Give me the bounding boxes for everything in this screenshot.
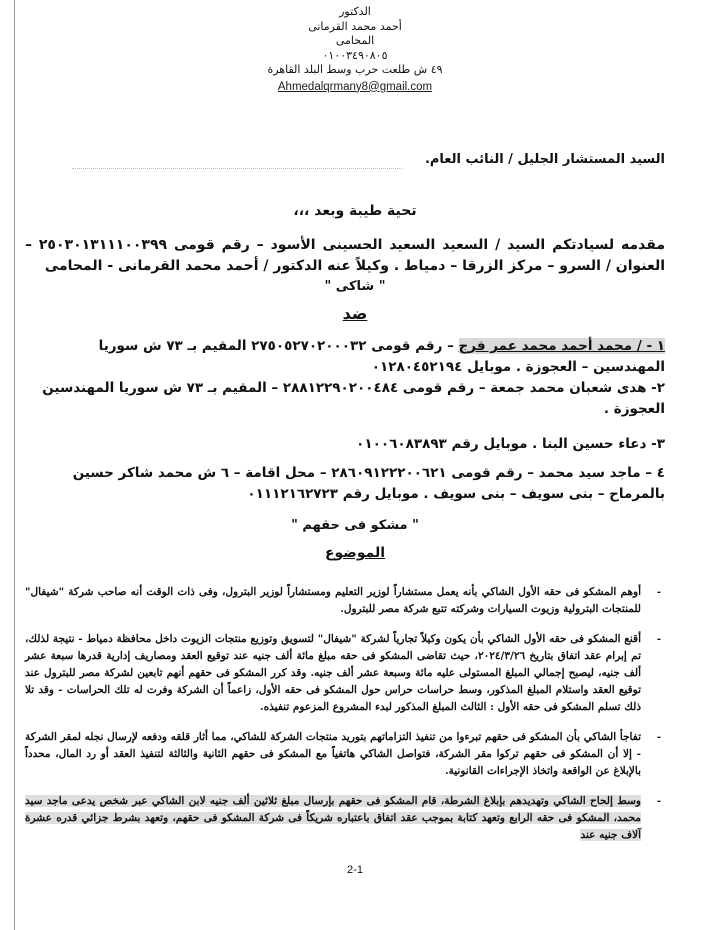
defendant-1-name: محمد أحمد محمد عمر فرج bbox=[458, 338, 633, 354]
fact-text: تفاجأ الشاكي بأن المشكو فى حقهم تبرءوا من تنفيذ التزاماتهم بتوريد منتجات الشركة للشاكي، مما أثار قلقه ودفعه لإرسال نجله لمقر الشركة - إلا أن المشكو فى حقهم تركوا مقر الشركة، فتواصل الشاكي هاتفياً مع المشكو فى حقهم الثانية والثالثة لتنفيذ العقد أو رد المال، محدداً بالإبلاغ عن الواقعة واتخاذ الإجراءات القانونية. bbox=[25, 731, 641, 777]
against-heading: ضد bbox=[342, 304, 368, 323]
fact-item bbox=[25, 584, 665, 618]
lawyer-address: ٤٩ ش طلعت حرب وسط البلد القاهرة bbox=[267, 63, 443, 76]
page-number: 2-1 bbox=[347, 864, 363, 876]
bullet-marker: - bbox=[656, 587, 661, 598]
complainant-intro: مقدمه لسيادتكم السيد / السعيد السعيد الحسينى الأسود – رقم قومى ٢٥٠٣٠١٣١١١٠٠٣٩٩ – العنوان / السرو – مركز الزرقا – دمياط . وكيلاً عنه الدكتور / أحمد محمد القرمانى - المحامى bbox=[25, 237, 665, 274]
bullet-marker: - bbox=[656, 634, 661, 645]
addressee: السيد المستشار الجليل / النائب العام. bbox=[424, 152, 665, 167]
defendant-4: ٤ – ماجد سيد محمد – رقم قومى ٢٨٦٠٩١٢٢٢٠٠٦٢١ – محل اقامة – ٦ ش محمد شاكر حسين بالمرماح – بنى سويف – بنى سويف . موبايل رقم ٠١١١٢١٦٢٧٢٣ bbox=[72, 465, 665, 502]
defendant-1 bbox=[25, 336, 665, 378]
lawyer-name: أحمد محمد القرمانى bbox=[308, 19, 402, 33]
defendant-3: ٣- دعاء حسين البنا . موبايل رقم ٠١٠٠٦٠٨٣٨٩٣ bbox=[356, 436, 665, 452]
lawyer-profession: المحامى bbox=[335, 34, 375, 47]
fact-item bbox=[25, 793, 665, 844]
defendant-1-highlight bbox=[459, 338, 665, 354]
fact-item bbox=[25, 631, 665, 716]
page-edge-line bbox=[14, 0, 15, 930]
dotted-rule bbox=[72, 168, 402, 169]
fact-text: وسط إلحاح الشاكي وتهديدهم بإبلاغ الشرطة، قام المشكو فى حقهم بإرسال مبلغ ثلاثين ألف جنيه لابن الشاكي عبر شخص يدعى ماجد سيد محمد، المشكو فى حقه الرابع وتعهد كتابة بموجب عقد اتفاق باعتباره شريكاً فى شركة المشكو فى حقهم، وتعهد بشرط جزائي قدره عشرة آلاف جنيه عند bbox=[25, 795, 641, 841]
letterhead bbox=[250, 5, 460, 94]
letterhead-title: الدكتور bbox=[339, 5, 371, 18]
defendant-1-details: – رقم قومى ٢٧٥٠٥٢٧٠٢٠٠٠٣٢ المقيم بـ ٧٣ ش سوريا المهندسين – العجوزة . موبايل ٠١٢٨٠٤٥٢١٩٤ bbox=[98, 338, 665, 375]
facts-list bbox=[25, 584, 665, 844]
fact-text: أوهم المشكو فى حقه الأول الشاكي بأنه يعمل مستشاراً لوزير التعليم ومستشاراً لوزير البترول، وفى ذات الوقت أنه صاحب شركة "شيفال" للمنتجات البترولية وزيوت السيارات وشركته تتبع شركة مصر للبترول. bbox=[25, 586, 641, 615]
complainant-label: " شاكى " bbox=[324, 279, 386, 294]
defendant-2: ٢- هدى شعبان محمد جمعة – رقم قومى ٢٨٨١٢٢٩٠٢٠٠٤٨٤ – المقيم بـ ٧٣ ش سوريا المهندسين العجوزة . bbox=[42, 380, 665, 417]
lawyer-phone: ٠١٠٠٣٤٩٠٨٠٥ bbox=[322, 48, 388, 62]
complained-label: " مشكو فى حقهم " bbox=[291, 518, 419, 533]
greeting: تحية طيبة وبعد ،،، bbox=[293, 203, 417, 219]
bullet-marker: - bbox=[656, 796, 661, 807]
bullet-marker: - bbox=[656, 732, 661, 743]
fact-item bbox=[25, 729, 665, 780]
lawyer-email: Ahmedalqrmany8@gmail.com bbox=[277, 80, 433, 93]
subject-heading: الموضوع bbox=[324, 545, 386, 561]
defendant-1-number: ١ - / bbox=[636, 338, 665, 354]
fact-text: أقنع المشكو فى حقه الأول الشاكي بأن يكون وكيلاً تجارياً لشركة "شيفال" لتسويق وتوزيع منتجات الزيوت داخل محافظة دمياط - نتيجة لذلك، تم إبرام عقد اتفاق بتاريخ ٢٠٢٤/٣/٢٦، حيث تقاضى المشكو فى حقه مبلغ مائة ألف جنيه عند توقيع العقد ومصاريف إدارية قدرها سبعة عشر ألف جنيه، ليصبح إجمالي المبلغ المستولى عليه مائة وسبعة عشر ألف جنيه. وقد كرر المشكو فى حقهم أنهم تابعين لشركة مصر للبترول عند توقيع العقد واستلام المبلغ المذكور، وسط حراسات حراس حول المشكو فى حقه الأول، زاعماً أن الشركة وفرت له تلك الحراسات - وقد تلا ذلك تسلم المشكو فى حقه الأول : الثالث المبلغ المذكور لبدء المشروع المزعوم تنفيذه. bbox=[25, 633, 641, 713]
